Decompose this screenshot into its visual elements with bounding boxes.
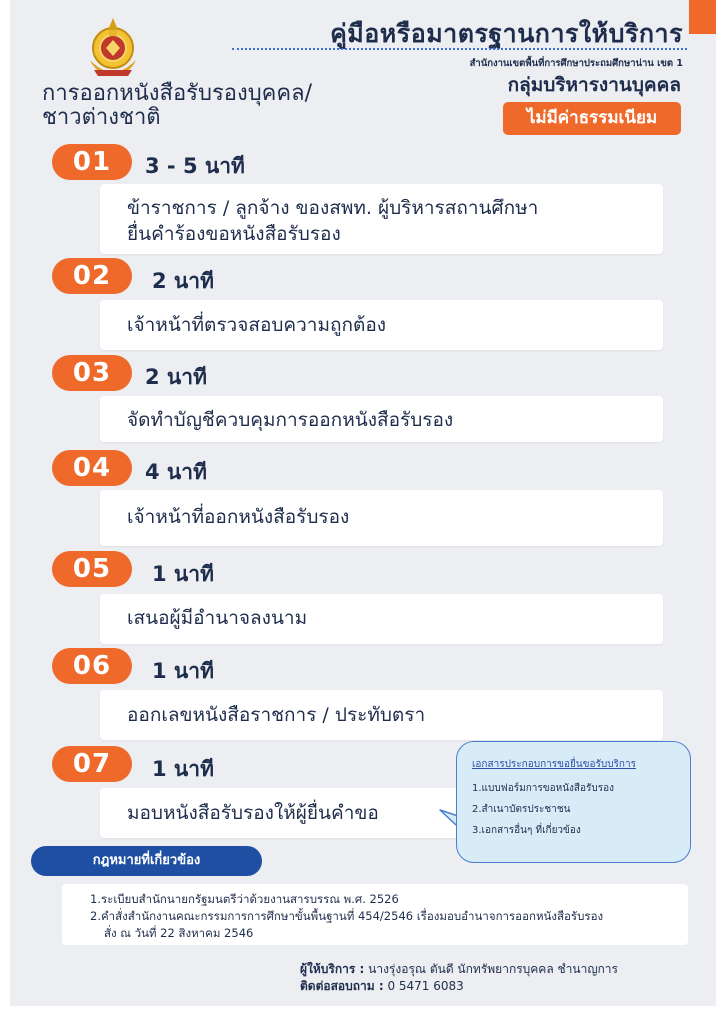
step-7-number: 07: [52, 746, 132, 782]
step-4-number: 04: [52, 450, 132, 486]
step-1-text-1: ข้าราชการ / ลูกจ้าง ของสพท. ผู้บริหารสถานศึกษา: [127, 197, 539, 219]
document-title: คู่มือหรือมาตรฐานการให้บริการ: [330, 19, 683, 48]
step-3-text: จัดทำบัญชีควบคุมการออกหนังสือรับรอง: [127, 409, 454, 431]
step-5-time: 1 นาที: [152, 562, 214, 586]
service-title-line-1: การออกหนังสือรับรองบุคคล/: [42, 81, 313, 106]
step-2-text: เจ้าหน้าที่ตรวจสอบความถูกต้อง: [127, 314, 387, 336]
step-6-text: ออกเลขหนังสือราชการ / ประทับตรา: [127, 704, 426, 726]
documents-item-1: 1.แบบฟอร์มการขอหนังสือรับรอง: [472, 783, 615, 794]
step-5-number: 05: [52, 551, 132, 587]
step-6-time: 1 นาที: [152, 659, 214, 683]
step-4-text: เจ้าหน้าที่ออกหนังสือรับรอง: [127, 506, 350, 528]
fee-badge: ไม่มีค่าธรรมเนียม: [503, 102, 681, 135]
step-7-text: มอบหนังสือรับรองให้ผู้ยื่นคำขอ: [127, 802, 379, 824]
step-1-time: 3 - 5 นาที: [145, 154, 245, 178]
law-line-3: สั่ง ณ วันที่ 22 สิงหาคม 2546: [104, 926, 254, 940]
law-line-2: 2.คำสั่งสำนักงานคณะกรรมการการศึกษาขั้นพื้นฐานที่ 454/2546 เรื่องมอบอำนาจการออกหนังสือรับรอง: [90, 909, 604, 923]
step-5-text: เสนอผู้มีอำนาจลงนาม: [127, 607, 308, 629]
step-3-time: 2 นาที: [145, 365, 207, 389]
provider-value: นางรุ่งอรุณ ตันดี นักทรัพยากรบุคคล ชำนาญการ: [368, 962, 618, 976]
step-2-time: 2 นาที: [152, 269, 214, 293]
contact-value: 0 5471 6083: [387, 979, 464, 993]
provider-label: ผู้ให้บริการ :: [300, 962, 365, 976]
law-line-1: 1.ระเบียบสำนักนายกรัฐมนตรีว่าด้วยงานสารบรรณ พ.ศ. 2526: [90, 892, 399, 906]
office-name: สำนักงานเขตพื้นที่การศึกษาประถมศึกษาน่าน เขต 1: [469, 58, 683, 69]
step-1-number: 01: [52, 144, 132, 180]
contact-line: [300, 977, 464, 996]
step-1-text-2: ยื่นคำร้องขอหนังสือรับรอง: [127, 223, 341, 245]
step-6-number: 06: [52, 648, 132, 684]
service-title-line-2: ชาวต่างชาติ: [42, 105, 161, 130]
step-2-number: 02: [52, 258, 132, 294]
group-name: กลุ่มบริหารงานบุคคล: [507, 74, 681, 96]
laws-card: [62, 884, 688, 945]
laws-badge: กฎหมายที่เกี่ยวข้อง: [31, 846, 262, 876]
documents-item-2: 2.สำเนาบัตรประชาชน: [472, 804, 571, 815]
contact-label: ติดต่อสอบถาม :: [300, 979, 384, 993]
step-3-number: 03: [52, 355, 132, 391]
documents-item-3: 3.เอกสารอื่นๆ ที่เกี่ยวข้อง: [472, 825, 581, 836]
step-4-time: 4 นาที: [145, 460, 207, 484]
step-7-time: 1 นาที: [152, 757, 214, 781]
documents-title: เอกสารประกอบการขอยื่นขอรับบริการ: [472, 759, 636, 770]
